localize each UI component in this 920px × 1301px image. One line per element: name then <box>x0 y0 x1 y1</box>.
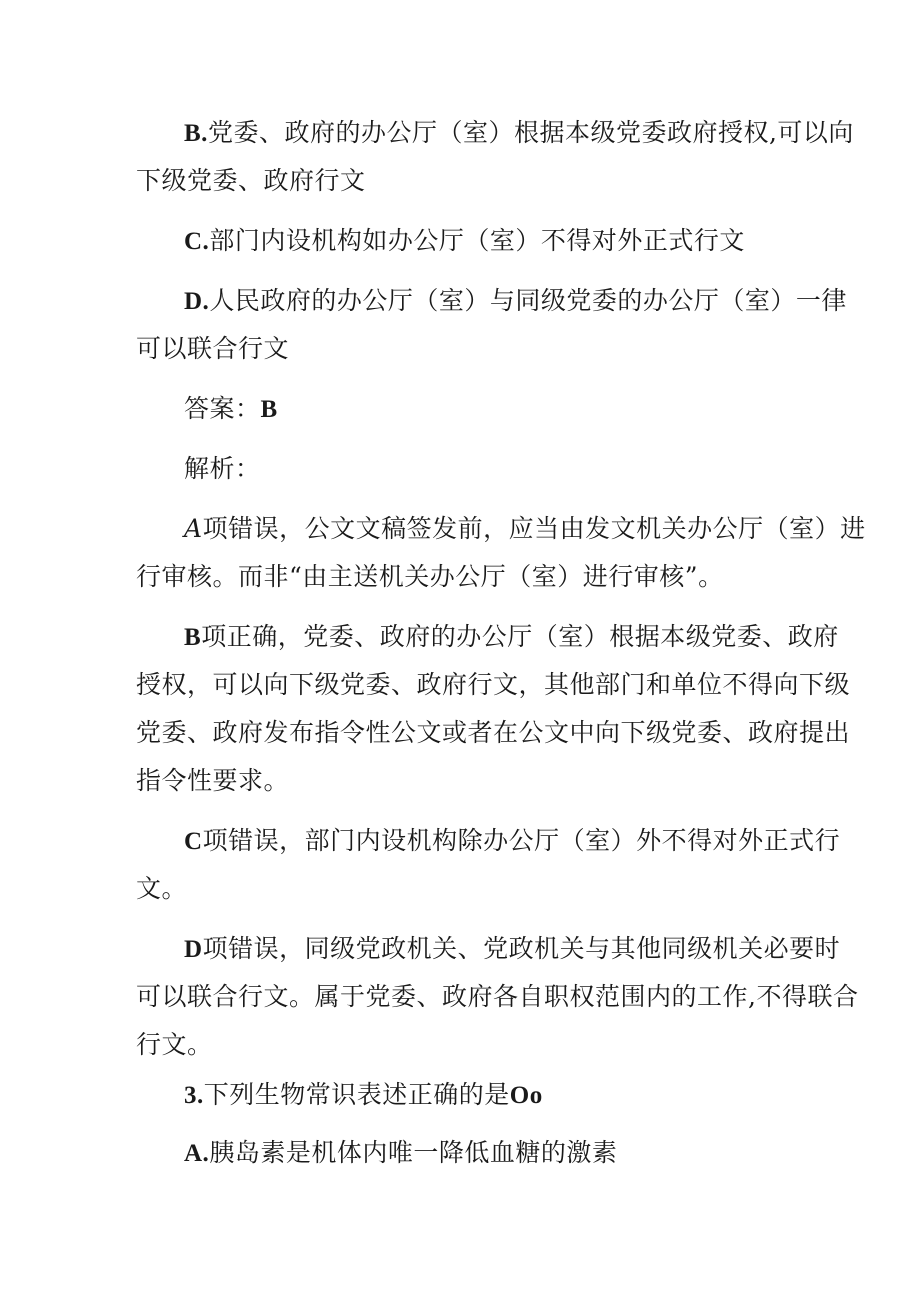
question-3-stem <box>184 1080 796 1111</box>
analysis-b-line-3: 党委、政府发布指令性公文或者在公文中向下级党委、政府提出 <box>136 718 851 747</box>
analysis-a-line-1 <box>184 514 866 544</box>
option-c-line-1 <box>184 226 796 257</box>
analysis-b-line-1 <box>184 622 839 653</box>
analysis-b-line-4: 指令性要求。 <box>136 766 290 795</box>
analysis-letter: C <box>184 828 203 855</box>
option-b-line-1 <box>184 118 854 149</box>
analysis-text: 项错误，公文文稿签发前，应当由发文机关办公厅（室）进 <box>202 514 866 543</box>
analysis-text: 项错误，同级党政机关、党政机关与其他同级机关必要时 <box>202 934 841 963</box>
analysis-d-line-3: 行文。 <box>136 1030 213 1059</box>
analysis-b-line-2: 授权，可以向下级党委、政府行文，其他部门和单位不得向下级 <box>136 670 851 699</box>
analysis-c-line-2: 文。 <box>136 874 188 903</box>
option-letter: B. <box>184 120 208 147</box>
answer-line <box>184 394 796 425</box>
option-text: 人民政府的办公厅（室）与同级党委的办公厅（室）一律 <box>209 286 847 315</box>
analysis-a-line-2: 行审核。而非“由主送机关办公厅（室）进行审核”。 <box>136 562 724 591</box>
option-text: 胰岛素是机体内唯一降低血糖的激素 <box>209 1138 618 1167</box>
option-d-line-2: 可以联合行文 <box>136 334 290 363</box>
analysis-d-line-1 <box>184 934 841 965</box>
analysis-d-line-2: 可以联合行文。属于党委、政府各自职权范围内的工作,不得联合 <box>136 982 859 1011</box>
answer-value: B <box>260 396 278 423</box>
answer-label: 答案： <box>184 394 261 423</box>
option-text: 党委、政府的办公厅（室）根据本级党委政府授权,可以向 <box>207 118 854 147</box>
analysis-c-line-1 <box>184 826 841 857</box>
analysis-text: 项正确，党委、政府的办公厅（室）根据本级党委、政府 <box>201 622 839 651</box>
analysis-letter: A <box>184 514 203 543</box>
question-number: 3. <box>184 1082 204 1109</box>
question-suffix: Oo <box>509 1082 543 1109</box>
option-letter: C. <box>184 228 210 255</box>
option-b-line-2: 下级党委、政府行文 <box>136 166 366 195</box>
analysis-label: 解析： <box>184 454 261 483</box>
question-3-option-a <box>184 1138 796 1169</box>
option-letter: D. <box>184 288 210 315</box>
analysis-text: 项错误，部门内设机构除办公厅（室）外不得对外正式行 <box>202 826 841 855</box>
option-d-line-1 <box>184 286 847 317</box>
option-text: 部门内设机构如办公厅（室）不得对外正式行文 <box>209 226 745 255</box>
option-letter: A. <box>184 1140 210 1167</box>
analysis-letter: D <box>184 936 203 963</box>
analysis-letter: B <box>184 624 202 651</box>
question-text: 下列生物常识表述正确的是 <box>203 1080 510 1109</box>
